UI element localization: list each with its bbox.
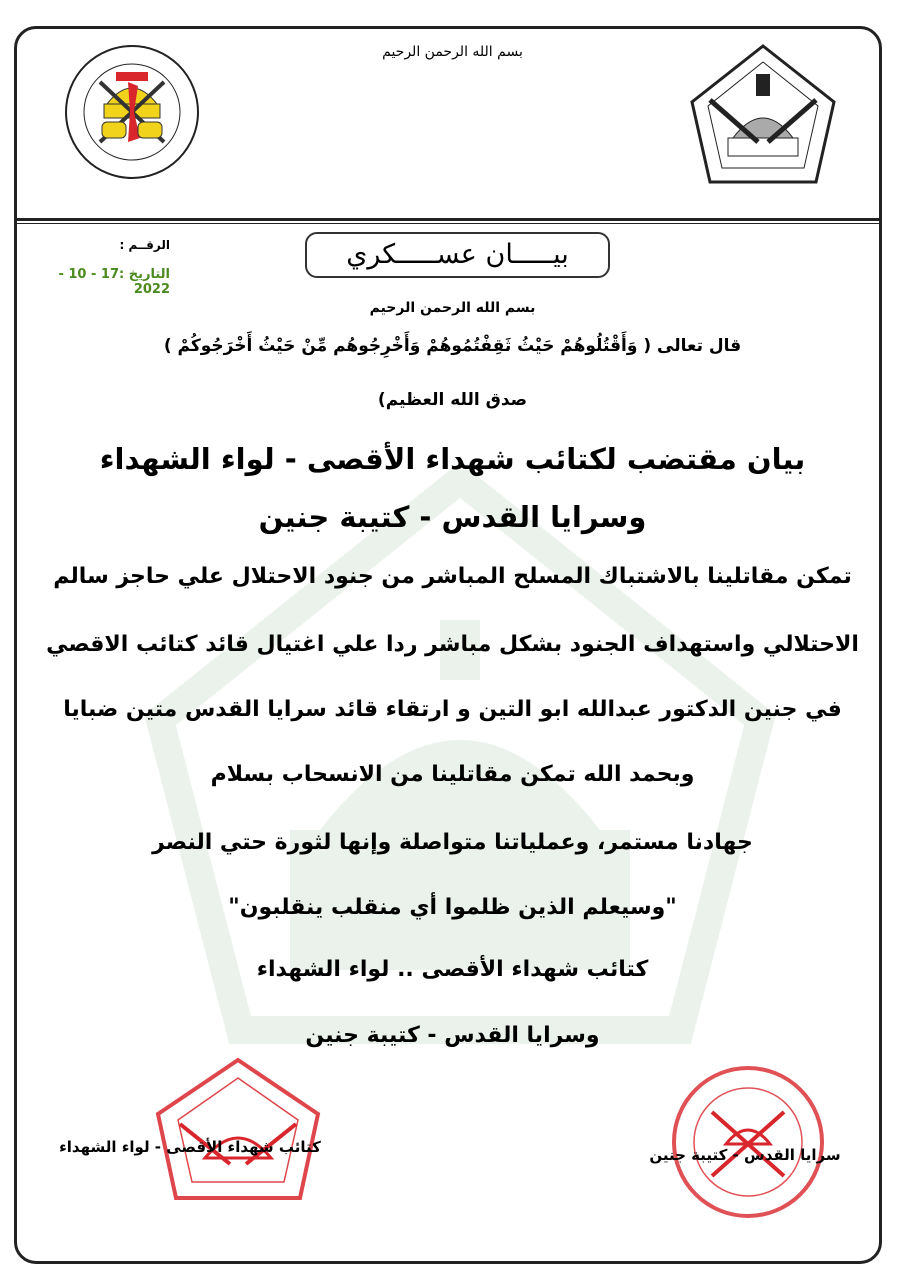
quran-verse: قال تعالى ( وَأَقْتُلُوهُمْ حَيْثُ ثَقِفْتُمُوهُمْ وَأَخْرِجُوهُم مِّنْ حَيْثُ أَخْرَجُوكُمْ ): [163, 336, 742, 356]
statement-heading-line1: بيان مقتضب لكتائب شهداء الأقصى - لواء الشهداء: [99, 442, 806, 476]
saraya-al-quds-logo: [62, 42, 202, 182]
date-label: التاريخ :17 - 10 - 2022: [58, 267, 170, 297]
aqsa-red-stamp: [150, 1052, 325, 1207]
aqsa-martyrs-logo: [688, 42, 838, 192]
statement-line-8: وسرايا القدس - كتيبة جنين: [305, 1023, 600, 1048]
signature-saraya: سرايا القدس - كتيبة جنين: [649, 1146, 841, 1164]
statement-line-3: في جنين الدكتور عبدالله ابو التين و ارتقاء قائد سرايا القدس متين ضبايا: [63, 697, 842, 722]
statement-line-2: الاحتلالي واستهداف الجنود بشكل مباشر ردا علي اغتيال قائد كتائب الاقصي: [46, 632, 859, 657]
reference-number-label: الرقــم :: [119, 238, 170, 252]
statement-line-4: وبحمد الله تمكن مقاتلينا من الانسحاب بسلام: [210, 762, 695, 787]
statement-line-7: كتائب شهداء الأقصى .. لواء الشهداء: [256, 957, 649, 982]
signature-aqsa: كتائب شهداء الأقصى - لواء الشهداء: [59, 1138, 321, 1156]
statement-heading-line2: وسرايا القدس - كتيبة جنين: [258, 500, 647, 534]
top-basmala: بسم الله الرحمن الرحيم: [382, 44, 523, 60]
verse-closing: صدق الله العظيم): [377, 390, 528, 410]
statement-line-1: تمكن مقاتلينا بالاشتباك المسلح المباشر من جنود الاحتلال علي حاجز سالم: [53, 564, 852, 589]
saraya-red-stamp: [668, 1062, 828, 1222]
document-title: بيـــــان عســـــكري: [305, 232, 610, 278]
header-divider: [14, 218, 882, 224]
body-basmala: بسم الله الرحمن الرحيم: [369, 300, 536, 316]
statement-line-6: "وسيعلم الذين ظلموا أي منقلب ينقلبون": [228, 895, 677, 920]
statement-line-5: جهادنا مستمر، وعملياتنا متواصلة وإنها لثورة حتي النصر: [152, 830, 753, 855]
